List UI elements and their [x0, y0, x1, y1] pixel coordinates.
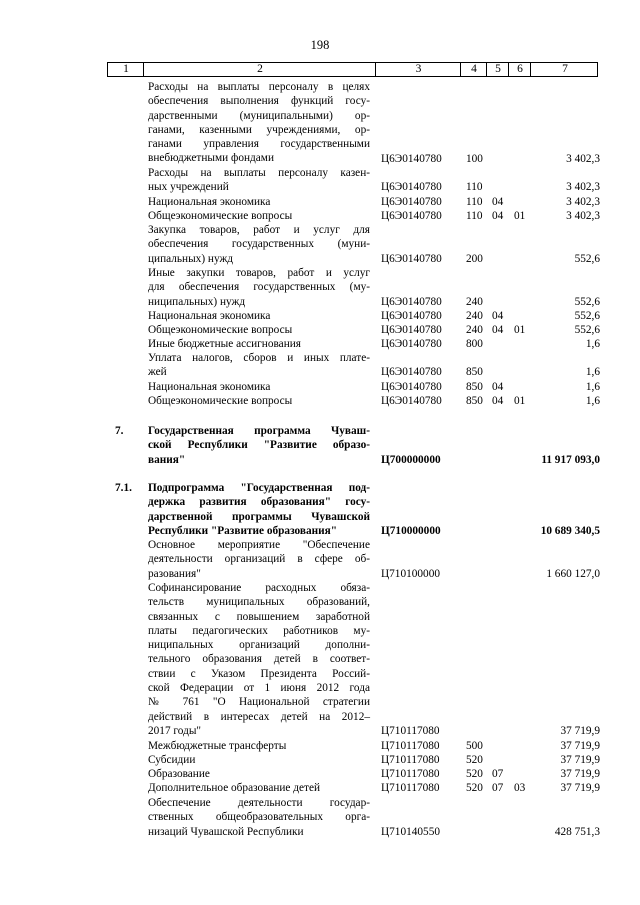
budget-code: Ц6Э0140780: [381, 324, 442, 336]
description-line: деятельности организаций в сфере об-: [148, 553, 370, 566]
expense-type: 800: [466, 338, 483, 350]
expense-type: 850: [466, 381, 483, 393]
section: 07: [492, 782, 504, 794]
description-line: дарственными (муниципальными) ор-: [148, 109, 370, 122]
description-line: Национальная экономика: [148, 196, 271, 208]
header-col-7: 7: [530, 63, 599, 76]
description-line: низаций Чувашской Республики: [148, 825, 304, 838]
description-line: ниципальных) нужд: [148, 295, 246, 308]
budget-code: Ц710117080: [381, 740, 440, 752]
description-line: обеспечения государственных (муни-: [148, 238, 370, 251]
description-line: обеспечения выполнения функций госу-: [148, 95, 370, 108]
description-line: Основное мероприятие "Обеспечение: [148, 539, 370, 551]
description-line: Государственная программа Чуваш-: [148, 425, 370, 437]
amount: 37 719,9: [560, 782, 600, 794]
description-line: тельств муниципальных образований,: [148, 596, 370, 609]
row-description: [148, 424, 370, 467]
budget-code: Ц710117080: [381, 768, 440, 780]
description-line: тельного образования детей в соответ-: [148, 653, 370, 666]
row-description: [148, 80, 370, 166]
description-line: Национальная экономика: [148, 310, 271, 322]
description-line: Общеэкономические вопросы: [148, 395, 293, 407]
description-line: дарственной программы Чувашской: [148, 510, 370, 523]
header-col-2: 2: [143, 63, 376, 76]
budget-code: Ц700000000: [381, 453, 441, 466]
description-line: вания": [148, 453, 186, 466]
amount: 37 719,9: [560, 740, 600, 752]
row-description: [148, 581, 370, 738]
description-line: Межбюджетные трансферты: [148, 740, 287, 752]
header-col-3: 3: [375, 63, 461, 76]
amount: 37 719,9: [560, 725, 600, 737]
expense-type: 110: [466, 181, 483, 194]
expense-type: 850: [466, 395, 483, 407]
description-line: 2017 годы": [148, 724, 202, 737]
budget-code: Ц710140550: [381, 825, 440, 838]
section: 04: [492, 310, 504, 322]
expense-type: 240: [466, 295, 483, 308]
budget-code: Ц6Э0140780: [381, 210, 442, 222]
budget-code: Ц6Э0140780: [381, 338, 442, 350]
description-line: ствии с Указом Президента Россий-: [148, 667, 370, 680]
row-description: [148, 166, 370, 195]
budget-code: Ц710117080: [381, 782, 440, 794]
description-line: Расходы на выплаты персоналу казен-: [148, 167, 370, 179]
amount: 10 689 340,5: [540, 524, 600, 537]
section: 04: [492, 381, 504, 393]
page-number: 198: [310, 38, 330, 52]
row-description: [148, 266, 370, 309]
header-col-6: 6: [508, 63, 531, 76]
description-line: действий в интересах детей на 2012–: [148, 710, 370, 723]
header-col-4: 4: [460, 63, 487, 76]
amount: 1,6: [585, 381, 600, 393]
amount: 3 402,3: [566, 210, 600, 222]
expense-type: 110: [466, 196, 483, 208]
amount: 1,6: [585, 338, 600, 350]
description-line: Уплата налогов, сборов и иных плате-: [148, 352, 370, 364]
row-description: [148, 351, 370, 380]
description-line: держка развития образования" госу-: [148, 496, 370, 509]
row-description: [148, 337, 370, 351]
amount: 552,6: [574, 252, 600, 265]
section: 04: [492, 210, 504, 222]
budget-code: Ц6Э0140780: [381, 381, 442, 393]
row-description: [148, 781, 370, 795]
row-description: [148, 394, 370, 408]
description-line: платы педагогических работников му-: [148, 624, 370, 637]
row-description: [148, 753, 370, 767]
row-description: [148, 538, 370, 581]
description-line: Иные бюджетные ассигнования: [148, 338, 301, 350]
budget-code: Ц6Э0140780: [381, 196, 442, 208]
budget-code: Ц710100000: [381, 567, 440, 580]
amount: 552,6: [574, 324, 600, 336]
budget-code: Ц710000000: [381, 524, 441, 537]
description-line: Подпрограмма "Государственная под-: [148, 482, 370, 494]
amount: 552,6: [574, 295, 600, 308]
amount: 11 917 093,0: [541, 453, 600, 466]
amount: 3 402,3: [566, 196, 600, 208]
header-col-5: 5: [486, 63, 509, 76]
expense-type: 520: [466, 768, 483, 780]
expense-type: 200: [466, 252, 483, 265]
row-number: 7.: [115, 425, 124, 437]
expense-type: 110: [466, 210, 483, 222]
budget-code: Ц6Э0140780: [381, 252, 442, 265]
description-line: Иные закупки товаров, работ и услуг: [148, 267, 370, 279]
expense-type: 850: [466, 366, 483, 379]
amount: 552,6: [574, 310, 600, 322]
description-line: Образование: [148, 768, 210, 780]
section: 04: [492, 196, 504, 208]
row-description: [148, 323, 370, 337]
row-description: [148, 195, 370, 209]
amount: 37 719,9: [560, 754, 600, 766]
section: 04: [492, 395, 504, 407]
subsection: 01: [514, 210, 526, 222]
row-description: [148, 380, 370, 394]
budget-code: Ц710117080: [381, 725, 440, 737]
budget-code: Ц6Э0140780: [381, 395, 442, 407]
amount: 1,6: [585, 395, 600, 407]
description-line: Софинансирование расходных обяза-: [148, 582, 370, 594]
description-line: ственных общеобразовательных орга-: [148, 811, 370, 824]
amount: 3 402,3: [566, 181, 600, 194]
subsection: 03: [514, 782, 526, 794]
description-line: Национальная экономика: [148, 381, 271, 393]
amount: 3 402,3: [566, 152, 600, 165]
description-line: ганами, казенными учреждениями, ор-: [148, 123, 370, 136]
description-line: Общеэкономические вопросы: [148, 210, 293, 222]
amount: 1,6: [585, 366, 600, 379]
expense-type: 500: [466, 740, 483, 752]
expense-type: 520: [466, 754, 483, 766]
description-line: Республики "Развитие образования": [148, 524, 338, 537]
row-number: 7.1.: [115, 482, 132, 494]
amount: 37 719,9: [560, 768, 600, 780]
description-line: ных учреждений: [148, 181, 229, 194]
header-col-1: 1: [123, 63, 129, 75]
budget-code: Ц6Э0140780: [381, 295, 442, 308]
table-header: [107, 62, 598, 77]
description-line: жей: [148, 366, 167, 379]
description-line: Обеспечение деятельности государ-: [148, 797, 370, 809]
description-line: ской Республики "Развитие образо-: [148, 439, 370, 452]
row-description: [148, 767, 370, 781]
description-line: ципальных) нужд: [148, 252, 234, 265]
row-description: [148, 481, 370, 538]
budget-code: Ц710117080: [381, 754, 440, 766]
description-line: ниципальных организаций дополни-: [148, 639, 370, 652]
row-description: [148, 796, 370, 839]
description-line: Расходы на выплаты персоналу в целях: [148, 81, 370, 93]
section: 07: [492, 768, 504, 780]
section: 04: [492, 324, 504, 336]
row-description: [148, 223, 370, 266]
description-line: Закупка товаров, работ и услуг для: [148, 224, 370, 236]
description-line: для обеспечения государственных (му-: [148, 281, 370, 294]
budget-code: Ц6Э0140780: [381, 181, 442, 194]
description-line: ской Федерации от 1 июня 2012 года: [148, 682, 370, 695]
description-line: разования": [148, 567, 201, 580]
row-description: [148, 739, 370, 753]
description-line: внебюджетными фондами: [148, 152, 274, 165]
budget-code: Ц6Э0140780: [381, 310, 442, 322]
expense-type: 100: [466, 152, 483, 165]
subsection: 01: [514, 395, 526, 407]
amount: 428 751,3: [554, 825, 600, 838]
budget-code: Ц6Э0140780: [381, 152, 442, 165]
description-line: Общеэкономические вопросы: [148, 324, 293, 336]
description-line: связанных с повышением заработной: [148, 610, 370, 623]
description-line: Дополнительное образование детей: [148, 782, 321, 794]
row-description: [148, 209, 370, 223]
row-description: [148, 309, 370, 323]
expense-type: 240: [466, 324, 483, 336]
description-line: № 761 "О Национальной стратегии: [148, 696, 370, 709]
amount: 1 660 127,0: [546, 567, 600, 580]
description-line: Субсидии: [148, 754, 196, 766]
budget-code: Ц6Э0140780: [381, 366, 442, 379]
expense-type: 520: [466, 782, 483, 794]
description-line: ганами управления государственными: [148, 138, 370, 151]
expense-type: 240: [466, 310, 483, 322]
subsection: 01: [514, 324, 526, 336]
